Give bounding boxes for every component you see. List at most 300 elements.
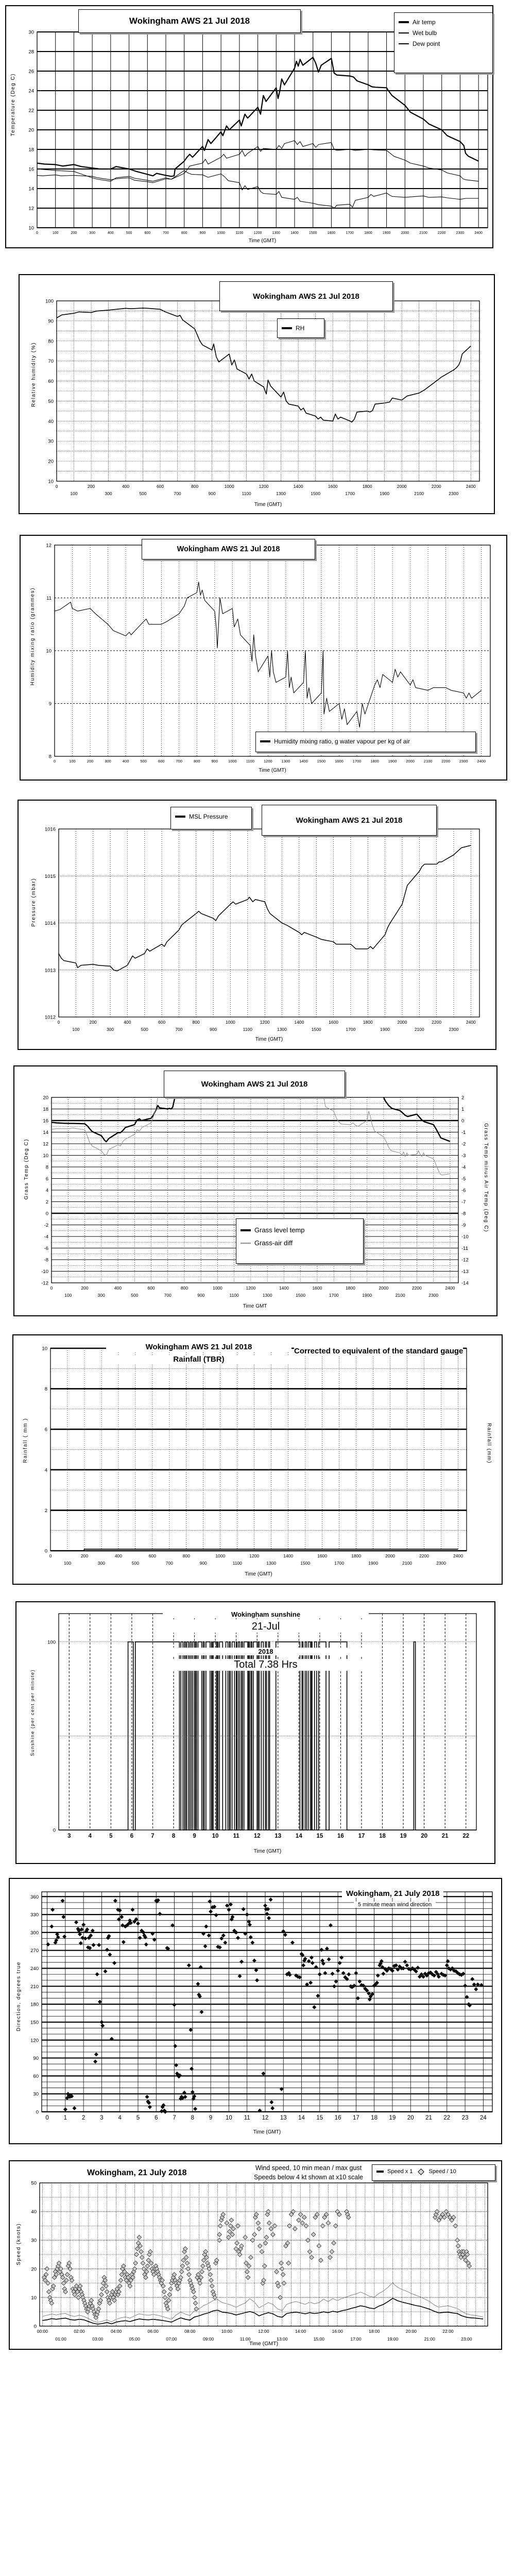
legend-item-grass-air-diff: Grass-air diff (241, 1239, 359, 1247)
svg-text:16: 16 (43, 1118, 48, 1124)
svg-text:6: 6 (44, 1427, 47, 1433)
svg-text:1500: 1500 (317, 759, 326, 764)
svg-text:10: 10 (28, 225, 34, 231)
svg-text:16: 16 (28, 166, 34, 173)
svg-text:9: 9 (193, 1833, 196, 1839)
svg-text:-12: -12 (41, 1280, 48, 1286)
svg-text:8: 8 (45, 1164, 48, 1171)
svg-text:300: 300 (89, 231, 95, 235)
svg-text:16:00: 16:00 (332, 2329, 343, 2334)
svg-text:4: 4 (88, 1833, 92, 1839)
svg-text:2000: 2000 (397, 484, 407, 489)
svg-text:500: 500 (131, 1561, 139, 1566)
svg-text:5: 5 (109, 1833, 113, 1839)
svg-text:03:00: 03:00 (92, 2336, 104, 2342)
sunshine-total: Total 7.38 Hrs (163, 1659, 369, 1671)
svg-text:6: 6 (45, 1176, 48, 1182)
temperature-title-box (78, 9, 301, 33)
svg-text:30: 30 (28, 29, 34, 36)
svg-text:14: 14 (295, 1833, 302, 1839)
mixing-ratio-x-axis-label: Time (GMT) (259, 768, 286, 773)
svg-text:1500: 1500 (308, 231, 317, 235)
svg-text:-7: -7 (461, 1199, 466, 1205)
svg-text:11: 11 (233, 1833, 239, 1839)
svg-text:26: 26 (28, 69, 34, 75)
svg-text:1600: 1600 (317, 1553, 328, 1558)
svg-text:2: 2 (45, 1199, 48, 1205)
svg-text:1800: 1800 (363, 1020, 373, 1025)
svg-text:18: 18 (43, 1107, 48, 1112)
svg-text:1400: 1400 (294, 1020, 304, 1025)
svg-text:1600: 1600 (327, 231, 336, 235)
svg-text:14: 14 (28, 186, 34, 192)
legend-item-dew-point: Dew point (399, 40, 488, 47)
svg-text:6: 6 (130, 1833, 134, 1839)
svg-text:600: 600 (147, 1285, 155, 1291)
svg-text:1015: 1015 (44, 873, 56, 879)
svg-text:330: 330 (30, 1912, 39, 1918)
svg-text:30: 30 (48, 438, 54, 445)
sunshine-plot (16, 1602, 494, 1863)
svg-text:1016: 1016 (44, 826, 56, 833)
svg-text:10: 10 (212, 1833, 219, 1839)
mixing-ratio-title-box (142, 539, 315, 560)
svg-text:300: 300 (105, 759, 111, 764)
svg-text:30: 30 (31, 2238, 37, 2244)
chart-box-mixing-ratio (20, 535, 507, 781)
svg-text:-2: -2 (44, 1223, 48, 1228)
svg-text:24: 24 (28, 88, 34, 94)
wind-direction-title: Wokingham, 21 July 2018 (342, 1889, 443, 1898)
svg-text:18: 18 (371, 2115, 378, 2121)
svg-text:13: 13 (274, 1833, 282, 1839)
svg-text:0: 0 (45, 1211, 48, 1217)
svg-text:0: 0 (33, 2324, 37, 2330)
svg-text:11:00: 11:00 (239, 2336, 251, 2342)
svg-text:1300: 1300 (281, 759, 290, 764)
svg-text:1800: 1800 (345, 1285, 355, 1291)
chart-box-humidity (19, 274, 495, 514)
svg-text:21:00: 21:00 (424, 2336, 435, 2342)
svg-text:40: 40 (48, 418, 54, 425)
legend-item-wet-bulb: Wet bulb (399, 29, 488, 37)
svg-text:600: 600 (144, 231, 151, 235)
svg-text:1500: 1500 (311, 1027, 321, 1032)
svg-text:22:00: 22:00 (442, 2329, 454, 2334)
rainfall-x-axis-label: Time (GMT) (245, 1571, 272, 1577)
svg-text:12: 12 (262, 2115, 269, 2121)
svg-text:300: 300 (97, 1561, 106, 1566)
svg-text:15:00: 15:00 (313, 2336, 325, 2342)
svg-text:-10: -10 (461, 1234, 469, 1240)
chart-box-rainfall (12, 1334, 503, 1585)
svg-text:14: 14 (43, 1130, 48, 1136)
legend-item-msl-pressure: MSL Pressure (175, 813, 247, 820)
svg-text:700: 700 (163, 231, 169, 235)
svg-text:9: 9 (48, 701, 52, 707)
svg-text:2100: 2100 (414, 491, 424, 496)
svg-text:90: 90 (33, 2056, 39, 2062)
svg-text:-4: -4 (44, 1234, 48, 1240)
svg-text:100: 100 (64, 1293, 72, 1298)
svg-text:2: 2 (81, 2115, 85, 2121)
svg-text:400: 400 (114, 1285, 122, 1291)
svg-text:1000: 1000 (217, 231, 225, 235)
wet-bulb-line-icon (399, 32, 409, 33)
svg-text:1100: 1100 (235, 231, 244, 235)
svg-text:800: 800 (192, 1020, 200, 1025)
svg-text:02:00: 02:00 (74, 2329, 85, 2334)
svg-text:800: 800 (193, 759, 200, 764)
svg-text:400: 400 (124, 1020, 131, 1025)
svg-text:300: 300 (105, 491, 112, 496)
svg-text:28: 28 (28, 49, 34, 55)
chart-box-wind-speed (9, 2160, 502, 2350)
svg-text:10: 10 (43, 1153, 48, 1159)
svg-text:5: 5 (136, 2115, 140, 2121)
svg-text:20:00: 20:00 (405, 2329, 417, 2334)
svg-text:00:00: 00:00 (37, 2329, 48, 2334)
svg-text:1100: 1100 (229, 1293, 239, 1298)
svg-text:2100: 2100 (423, 759, 433, 764)
svg-text:200: 200 (87, 759, 94, 764)
svg-text:2200: 2200 (419, 1553, 430, 1558)
sunshine-title: Wokingham sunshine (163, 1611, 369, 1618)
svg-text:-14: -14 (461, 1280, 469, 1286)
svg-text:10: 10 (48, 479, 54, 485)
svg-text:2200: 2200 (437, 231, 446, 235)
svg-text:300: 300 (30, 1930, 39, 1936)
svg-text:2000: 2000 (397, 1020, 407, 1025)
svg-text:0: 0 (36, 2109, 39, 2115)
svg-text:2400: 2400 (445, 1285, 455, 1291)
svg-text:9: 9 (209, 2115, 213, 2121)
svg-text:-12: -12 (461, 1257, 469, 1263)
svg-text:2100: 2100 (402, 1561, 413, 1566)
svg-text:05:00: 05:00 (129, 2336, 141, 2342)
svg-text:4: 4 (44, 1467, 47, 1473)
svg-text:18:00: 18:00 (369, 2329, 380, 2334)
svg-text:700: 700 (176, 759, 182, 764)
sunshine-date: 21-Jul (163, 1621, 369, 1633)
svg-text:1300: 1300 (272, 231, 281, 235)
temperature-x-axis-label: Time (GMT) (248, 238, 277, 244)
temperature-title: Wokingham AWS 21 Jul 2018 (129, 16, 250, 26)
svg-text:100: 100 (45, 298, 54, 304)
svg-text:-6: -6 (461, 1188, 466, 1194)
speed-diamond-icon (418, 2168, 424, 2175)
svg-text:1900: 1900 (368, 1561, 379, 1566)
svg-text:100: 100 (69, 759, 76, 764)
chart-box-pressure (18, 800, 496, 1050)
chart-box-sunshine (15, 1601, 495, 1864)
svg-text:08:00: 08:00 (184, 2329, 196, 2334)
svg-text:120: 120 (30, 2038, 39, 2044)
svg-text:15: 15 (316, 2115, 323, 2121)
rainfall-title2: Rainfall (TBR) (106, 1355, 291, 1364)
svg-text:1100: 1100 (243, 1027, 252, 1032)
svg-text:400: 400 (122, 759, 129, 764)
legend-item-mixing-ratio: Humidity mixing ratio, g water vapour per kg of air (260, 738, 471, 745)
svg-text:900: 900 (208, 491, 216, 496)
svg-text:14: 14 (298, 2115, 305, 2121)
grass-temp-title: Wokingham AWS 21 Jul 2018 (201, 1079, 308, 1089)
svg-text:1014: 1014 (44, 921, 56, 926)
svg-text:7: 7 (173, 2115, 176, 2121)
grass-temp-line-icon (241, 1229, 251, 1231)
svg-text:19: 19 (389, 2115, 396, 2121)
svg-text:0: 0 (57, 1020, 60, 1025)
svg-text:60: 60 (48, 379, 54, 385)
svg-text:1200: 1200 (260, 1020, 270, 1025)
svg-text:900: 900 (211, 759, 218, 764)
rh-line-icon (282, 327, 292, 329)
svg-text:14:00: 14:00 (295, 2329, 306, 2334)
pressure-title-box (262, 805, 437, 836)
pressure-x-axis-label: Time (GMT) (255, 1037, 283, 1042)
rainfall-plot (13, 1335, 502, 1584)
svg-text:100: 100 (47, 1639, 56, 1646)
svg-text:400: 400 (108, 231, 114, 235)
svg-text:1700: 1700 (346, 231, 354, 235)
svg-text:0: 0 (50, 1285, 53, 1291)
svg-text:150: 150 (30, 2020, 39, 2026)
sunshine-year: 2018 (163, 1648, 369, 1655)
svg-text:1900: 1900 (388, 759, 397, 764)
svg-text:1900: 1900 (382, 231, 391, 235)
svg-text:1400: 1400 (299, 759, 308, 764)
svg-text:400: 400 (114, 1553, 123, 1558)
svg-text:12: 12 (43, 1141, 48, 1147)
svg-text:1000: 1000 (215, 1553, 226, 1558)
svg-text:18: 18 (379, 1833, 386, 1839)
svg-text:18: 18 (28, 147, 34, 153)
svg-text:1600: 1600 (328, 484, 338, 489)
svg-text:800: 800 (181, 231, 187, 235)
mixing-ratio-y-axis-label: Humidity mixing ratio (grammes) (30, 587, 36, 686)
svg-text:8: 8 (44, 1386, 47, 1393)
svg-text:210: 210 (30, 1984, 39, 1990)
svg-text:50: 50 (48, 398, 54, 404)
svg-text:300: 300 (97, 1293, 105, 1298)
svg-text:17: 17 (352, 2115, 359, 2121)
svg-text:3: 3 (100, 2115, 104, 2121)
svg-text:09:00: 09:00 (202, 2336, 214, 2342)
svg-text:800: 800 (191, 484, 199, 489)
svg-text:04:00: 04:00 (110, 2329, 122, 2334)
pressure-line-icon (175, 816, 185, 818)
svg-text:700: 700 (174, 491, 181, 496)
svg-text:2200: 2200 (441, 759, 451, 764)
sunshine-x-axis-label: Time (GMT) (253, 1849, 282, 1854)
svg-text:-8: -8 (44, 1257, 48, 1263)
svg-text:20: 20 (28, 127, 34, 133)
svg-text:0: 0 (55, 484, 58, 489)
svg-text:200: 200 (89, 1020, 97, 1025)
svg-text:80: 80 (48, 338, 54, 345)
svg-text:22: 22 (28, 108, 34, 114)
svg-text:1012: 1012 (44, 1014, 56, 1021)
wind-speed-legend (372, 2164, 495, 2181)
svg-text:700: 700 (164, 1293, 171, 1298)
svg-text:0: 0 (49, 1553, 52, 1558)
svg-text:2400: 2400 (477, 759, 486, 764)
rainfall-y2-axis-label: Rainfall (mm) (486, 1423, 492, 1464)
humidity-title: Wokingham AWS 21 Jul 2018 (253, 292, 359, 301)
svg-text:1500: 1500 (311, 491, 321, 496)
svg-text:1: 1 (461, 1107, 465, 1112)
svg-text:23:00: 23:00 (461, 2336, 472, 2342)
svg-text:1200: 1200 (259, 484, 269, 489)
svg-text:11: 11 (244, 2115, 250, 2121)
svg-text:600: 600 (156, 484, 164, 489)
chart-box-grass-temp (13, 1065, 497, 1316)
legend-row-wind-speed: Speed x 1 Speed / 10 (376, 2168, 491, 2175)
svg-text:19:00: 19:00 (387, 2336, 399, 2342)
svg-text:-5: -5 (461, 1176, 466, 1182)
wind-speed-y-axis-label: Speed (knots) (16, 2223, 22, 2265)
svg-text:-2: -2 (461, 1141, 466, 1147)
svg-text:23: 23 (461, 2115, 469, 2121)
svg-text:200: 200 (80, 1553, 89, 1558)
svg-text:500: 500 (140, 759, 147, 764)
svg-text:17:00: 17:00 (350, 2336, 362, 2342)
svg-text:40: 40 (31, 2209, 37, 2215)
svg-text:200: 200 (81, 1285, 89, 1291)
svg-text:1: 1 (63, 2115, 67, 2121)
svg-text:2300: 2300 (436, 1561, 446, 1566)
svg-text:16: 16 (334, 2115, 341, 2121)
svg-text:-3: -3 (461, 1153, 466, 1159)
sunshine-y-axis-label: Sunshine (per cent per minute) (30, 1669, 35, 1756)
svg-text:2: 2 (44, 1507, 47, 1514)
svg-text:1300: 1300 (276, 491, 286, 496)
humidity-title-box (219, 281, 393, 311)
grass-temp-title-box (164, 1071, 345, 1097)
svg-text:1000: 1000 (212, 1285, 222, 1291)
wind-speed-title: Wokingham, 21 July 2018 (87, 2168, 187, 2177)
svg-text:15: 15 (316, 1833, 323, 1839)
grass-temp-x-axis-label: Time GMT (243, 1303, 267, 1309)
svg-text:21: 21 (425, 2115, 432, 2121)
svg-text:12: 12 (253, 1833, 261, 1839)
mixing-ratio-legend (255, 732, 476, 752)
svg-text:2: 2 (461, 1095, 465, 1101)
svg-text:2300: 2300 (428, 1293, 439, 1298)
wind-direction-subtitle: 5 minute mean wind direction (354, 1902, 436, 1908)
temperature-y-axis-label: Temperature (Deg C) (10, 73, 16, 137)
svg-text:1300: 1300 (262, 1293, 272, 1298)
svg-text:2400: 2400 (453, 1553, 463, 1558)
svg-text:10: 10 (42, 1346, 47, 1352)
svg-text:2200: 2200 (431, 484, 441, 489)
svg-text:1400: 1400 (283, 1553, 294, 1558)
svg-text:1700: 1700 (345, 491, 355, 496)
svg-text:800: 800 (182, 1553, 190, 1558)
svg-text:0: 0 (36, 231, 38, 235)
svg-text:-13: -13 (461, 1269, 469, 1275)
svg-text:12: 12 (28, 206, 34, 212)
svg-text:0: 0 (53, 759, 56, 764)
svg-text:-6: -6 (44, 1246, 48, 1251)
svg-text:90: 90 (48, 318, 54, 325)
svg-text:2100: 2100 (419, 231, 427, 235)
svg-text:2400: 2400 (466, 1020, 476, 1025)
svg-text:200: 200 (71, 231, 77, 235)
svg-text:1600: 1600 (312, 1285, 322, 1291)
svg-text:1700: 1700 (329, 1293, 339, 1298)
svg-text:2300: 2300 (449, 1027, 459, 1032)
svg-text:01:00: 01:00 (55, 2336, 66, 2342)
temperature-legend (394, 12, 493, 73)
svg-text:-11: -11 (461, 1246, 469, 1251)
svg-text:1200: 1200 (249, 1553, 260, 1558)
svg-text:0: 0 (53, 1827, 56, 1834)
svg-text:-9: -9 (461, 1223, 466, 1228)
svg-text:2300: 2300 (456, 231, 465, 235)
legend-item-rh: RH (282, 325, 320, 332)
rainfall-y-axis-label: Rainfall ( mm ) (23, 1418, 28, 1463)
svg-text:2300: 2300 (449, 491, 459, 496)
svg-text:20: 20 (31, 2266, 37, 2273)
svg-text:2100: 2100 (395, 1293, 405, 1298)
svg-text:24: 24 (479, 2115, 487, 2121)
svg-text:-1: -1 (461, 1130, 466, 1136)
svg-text:1700: 1700 (334, 1561, 345, 1566)
svg-text:8: 8 (48, 754, 52, 760)
svg-text:-10: -10 (41, 1269, 48, 1275)
wind-speed-plot (10, 2161, 501, 2349)
svg-text:1000: 1000 (226, 1020, 235, 1025)
svg-text:300: 300 (106, 1027, 114, 1032)
svg-text:100: 100 (52, 231, 59, 235)
svg-text:-8: -8 (461, 1211, 466, 1217)
svg-text:3: 3 (67, 1833, 71, 1839)
pressure-plot (19, 801, 495, 1049)
dew-point-line-icon (399, 43, 409, 44)
svg-text:1200: 1200 (264, 759, 272, 764)
legend-item-air-temp: Air temp (399, 19, 488, 26)
svg-text:07:00: 07:00 (166, 2336, 177, 2342)
svg-text:1600: 1600 (335, 759, 344, 764)
svg-text:16: 16 (337, 1833, 344, 1839)
wind-direction-x-axis-label: Time (GMT) (253, 2129, 281, 2135)
wind-direction-plot (10, 1879, 501, 2143)
svg-text:1013: 1013 (44, 968, 56, 974)
svg-text:1800: 1800 (364, 231, 372, 235)
svg-text:0: 0 (461, 1118, 465, 1124)
svg-text:1300: 1300 (266, 1561, 277, 1566)
svg-text:2000: 2000 (385, 1553, 396, 1558)
svg-text:2400: 2400 (466, 484, 476, 489)
svg-text:12: 12 (46, 543, 52, 549)
wind-speed-note2: Speeds below 4 kt shown at x10 scale (231, 2174, 386, 2181)
svg-text:900: 900 (199, 231, 206, 235)
rainfall-note: Corrected to equivalent of the standard gauge (294, 1347, 464, 1355)
svg-text:800: 800 (180, 1285, 188, 1291)
svg-text:1700: 1700 (346, 1027, 356, 1032)
svg-text:13: 13 (280, 2115, 287, 2121)
svg-text:8: 8 (191, 2115, 195, 2121)
humidity-legend (277, 318, 324, 338)
svg-text:500: 500 (131, 1293, 139, 1298)
svg-text:180: 180 (30, 2002, 39, 2008)
svg-text:100: 100 (63, 1561, 72, 1566)
svg-text:22: 22 (443, 2115, 451, 2121)
svg-text:1800: 1800 (351, 1553, 362, 1558)
svg-text:10:00: 10:00 (221, 2329, 233, 2334)
svg-text:19: 19 (400, 1833, 407, 1839)
